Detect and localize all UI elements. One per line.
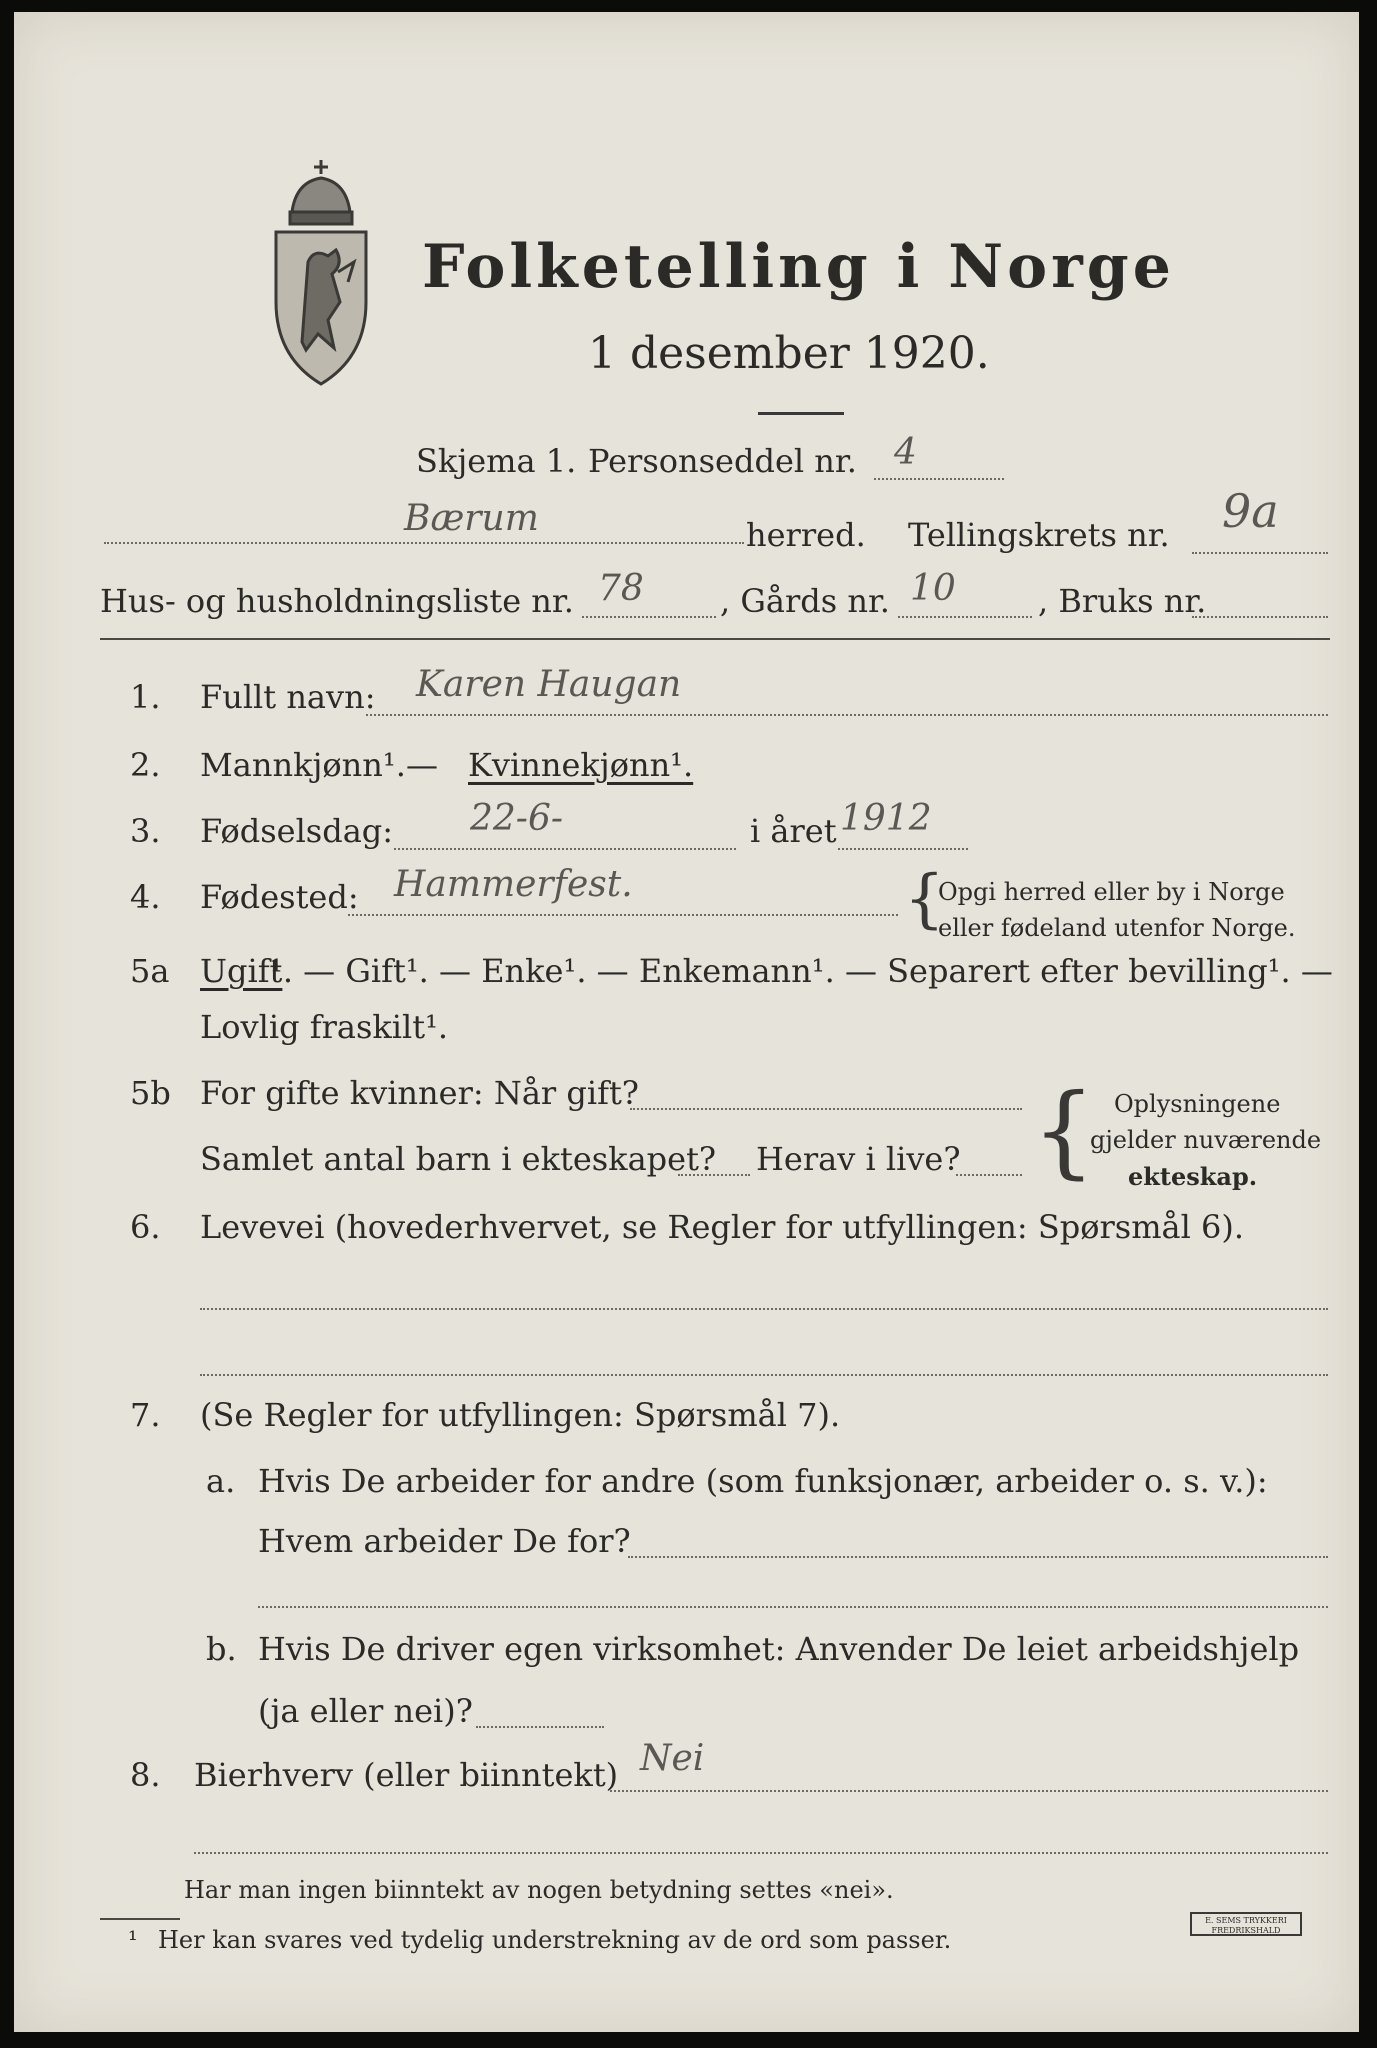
q7b-number: b. <box>206 1630 237 1668</box>
q5b-label: For gifte kvinner: Når gift? <box>200 1074 639 1112</box>
female-option[interactable]: Kvinnekjønn¹. <box>468 746 694 784</box>
q5b-note-line3: ekteskap. <box>1128 1162 1258 1191</box>
tellingskrets-value[interactable]: 9a <box>1222 484 1279 538</box>
q8-label: Bierhverv (eller biinntekt) <box>194 1756 619 1794</box>
q3-number: 3. <box>130 812 161 850</box>
printer-stamp: E. SEMS TRYKKERI FREDRIKSHALD <box>1190 1912 1302 1936</box>
herred-value[interactable]: Bærum <box>404 498 539 539</box>
q1-number: 1. <box>130 678 161 716</box>
tellingskrets-label: Tellingskrets nr. <box>908 516 1170 554</box>
coat-of-arms-icon <box>262 152 380 392</box>
birthplace-value[interactable]: Hammerfest. <box>394 864 633 905</box>
nei-note: Har man ingen biinntekt av nogen betydning settes «nei». <box>184 1876 894 1904</box>
full-name-value[interactable]: Karen Haugan <box>416 664 682 705</box>
census-date: 1 desember 1920. <box>588 328 990 379</box>
q5b-children-label: Samlet antal barn i ekteskapet? <box>200 1140 717 1178</box>
q2-number: 2. <box>130 746 161 784</box>
q7-number: 7. <box>130 1396 161 1434</box>
birth-year-value[interactable]: 1912 <box>840 798 932 839</box>
birthday-value[interactable]: 22-6- <box>470 798 564 839</box>
q5a-number: 5a <box>130 952 170 990</box>
q6-number: 6. <box>130 1208 161 1246</box>
q3-label: Fødselsdag: <box>200 812 394 850</box>
gards-value[interactable]: 10 <box>910 568 956 609</box>
q8-number: 8. <box>130 1756 161 1794</box>
footnote-text: Her kan svares ved tydelig understrekning av de ord som passer. <box>158 1926 952 1954</box>
q7b-label: Hvis De driver egen virksomhet: Anvender De leiet arbeidshjelp <box>258 1630 1300 1668</box>
q2-separator: — <box>406 746 438 784</box>
q6-label: Levevei (hovederhvervet, se Regler for utfyllingen: Spørsmål 6). <box>200 1208 1245 1246</box>
q4-note-line2: eller fødeland utenfor Norge. <box>938 914 1296 942</box>
q4-label: Fødested: <box>200 878 359 916</box>
husholdningsliste-label: Hus- og husholdningsliste nr. <box>100 582 574 620</box>
bierhverv-value[interactable]: Nei <box>640 1738 705 1779</box>
q7a-number: a. <box>206 1462 236 1500</box>
q5b-note-line1: Oplysningene <box>1114 1090 1281 1118</box>
q3-year-label: i året <box>750 812 837 850</box>
q4-note-line1: Opgi herred eller by i Norge <box>938 878 1285 906</box>
q4-brace: { <box>904 862 945 936</box>
q1-label: Fullt navn: <box>200 678 376 716</box>
q5b-note-line2: gjelder nuværende <box>1090 1126 1322 1154</box>
q7b-line2: (ja eller nei)? <box>258 1692 473 1730</box>
q5a-other-options[interactable]: ¹. — Gift¹. — Enke¹. — Enkemann¹. — Separert efter bevilling¹. — <box>270 952 1333 990</box>
q7a-label: Hvis De arbeider for andre (som funksjonær, arbeider o. s. v.): <box>258 1462 1268 1500</box>
gards-label: , Gårds nr. <box>720 582 890 620</box>
husholdningsliste-value[interactable]: 78 <box>598 568 644 609</box>
q5b-alive-label: Herav i live? <box>756 1140 961 1178</box>
form-title: Folketelling i Norge <box>422 232 1175 302</box>
personseddel-label: Personseddel nr. <box>588 442 857 480</box>
census-form-page <box>14 12 1359 2032</box>
herred-label: herred. <box>746 516 866 554</box>
q4-number: 4. <box>130 878 161 916</box>
personseddel-value[interactable]: 4 <box>894 432 917 473</box>
footnote-mark: ¹ <box>128 1926 138 1954</box>
schema-label: Skjema 1. <box>416 442 577 480</box>
q7a-line2: Hvem arbeider De for? <box>258 1522 631 1560</box>
header-divider <box>100 638 1330 640</box>
bruks-label: , Bruks nr. <box>1038 582 1207 620</box>
q5a-divorced-option[interactable]: Lovlig fraskilt¹. <box>200 1008 449 1046</box>
q7-label: (Se Regler for utfyllingen: Spørsmål 7). <box>200 1396 841 1434</box>
q5b-number: 5b <box>130 1074 171 1112</box>
q5b-brace: { <box>1032 1072 1096 1189</box>
title-divider <box>758 412 844 415</box>
male-option[interactable]: Mannkjønn¹. <box>200 746 406 784</box>
unmarried-option[interactable]: Ugift <box>200 952 283 990</box>
